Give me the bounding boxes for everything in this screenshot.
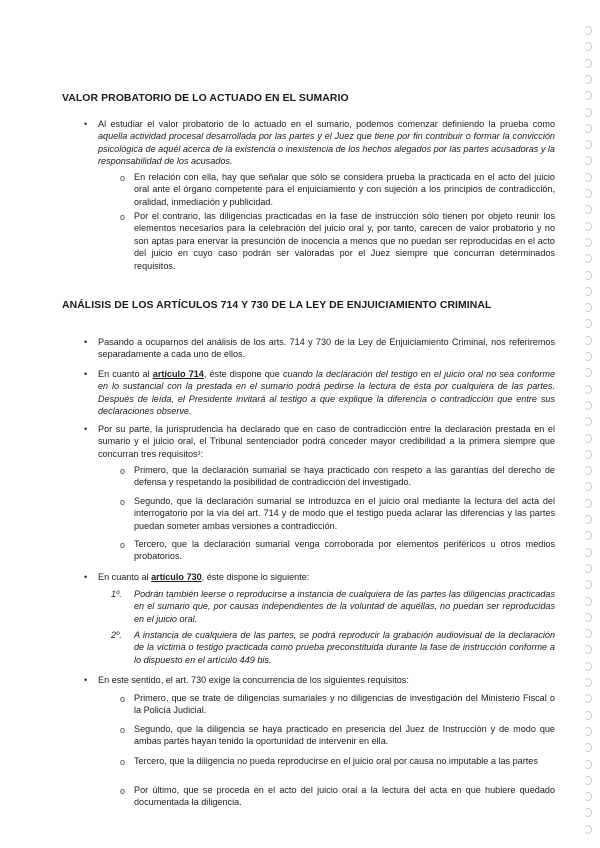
binding-ring <box>584 42 592 51</box>
paragraph-juicio-oral: En relación con ella, hay que señalar que sólo se considera prueba la practicada en el acto del juicio oral ante el órgano competente para el enjuiciamiento y con sujeción a los principios de contradicción, oralidad, inmediación y publicidad. <box>134 172 555 207</box>
sub-bullet-marker: o <box>120 786 126 796</box>
paragraph-articulo-730 <box>98 571 555 583</box>
binding-ring <box>584 564 592 573</box>
italic-article-714-text: cuando la declaración del testigo en el juicio oral no sea conforme en lo sustancial con la prestada en el sumario podrá pedirse la lectura de ésta por cualquiera de las partes. Después de leída, el Presidente invitará al testigo a que explique la diferencia o contradicción que entre sus declaraciones observe. <box>98 369 556 417</box>
binding-ring <box>584 124 592 133</box>
binding-ring <box>584 613 592 622</box>
paragraph-text: Al estudiar el valor probatorio de lo actuado en el sumario, podemos comenzar definiendo la prueba como <box>98 119 555 129</box>
italic-definition: aquella actividad procesal desarrollada por las partes y el Juez que tiene por fin contribuir o formar la convicción psicológica de aquél acerca de la existencia o inexistencia de los hechos alegados por las partes acusadoras y la responsabilidad de los acusados. <box>98 131 555 167</box>
binding-ring <box>584 597 592 606</box>
binding-ring <box>584 238 592 247</box>
binding-ring <box>584 189 592 198</box>
sub-bullet-marker: o <box>120 173 126 183</box>
binding-ring <box>584 385 592 394</box>
binding-ring <box>584 287 592 296</box>
numbered-item-label: 1º. <box>111 589 122 599</box>
italic-item-text: A instancia de cualquiera de las partes, se podrá reproducir la grabación audiovisual de la declaración de la víctima o testigo practicada como prueba preconstituida durante la fase de instrucción conforme a lo dispuesto en el artículo 449 bis. <box>134 630 555 665</box>
binding-ring <box>584 336 592 345</box>
sub-bullet-marker: o <box>120 466 126 476</box>
binding-ring <box>584 401 592 410</box>
paragraph-requisito-segundo: Segundo, que la declaración sumarial se introduzca en el juicio oral mediante la lectura del acta del interrogatorio por la vía del art. 714 y de modo que el testigo pueda aclarar las diferencias y las partes puedan someter ambas versiones a contradicción. <box>134 496 555 531</box>
binding-ring <box>584 319 592 328</box>
binding-ring <box>584 205 592 214</box>
binding-ring <box>584 75 592 84</box>
paragraph-text: , éste dispone lo siguiente: <box>201 572 310 582</box>
binding-ring <box>584 580 592 589</box>
binding-ring <box>584 173 592 182</box>
paragraph-730-tercero: Tercero, que la diligencia no pueda reproducirse en el juicio oral por causa no imputable a las partes <box>134 756 538 766</box>
paragraph-text: , éste dispone que <box>203 369 283 379</box>
paragraph-730-item-2 <box>134 629 555 666</box>
paragraph-730-primero: Primero, que se trate de diligencias sumariales y no diligencias de investigación del Ministerio Fiscal o la Policía Judicial. <box>134 693 555 716</box>
binding-ring <box>584 368 592 377</box>
paragraph-text: En cuanto al <box>98 369 153 379</box>
binding-ring <box>584 59 592 68</box>
paragraph-arts-intro: Pasando a ocuparnos del análisis de los arts. 714 y 730 de la Ley de Enjuiciamiento Criminal, nos referiremos separadamente a cada uno de ellos. <box>98 337 555 360</box>
sub-bullet-marker: o <box>120 694 126 704</box>
binding-ring <box>584 531 592 540</box>
binding-ring <box>584 678 592 687</box>
binding-ring <box>584 760 592 769</box>
section-heading-analisis: ANÁLISIS DE LOS ARTÍCULOS 714 Y 730 DE LA LEY DE ENJUICIAMIENTO CRIMINAL <box>62 300 492 311</box>
sub-bullet-marker: o <box>120 497 126 507</box>
sub-bullet-marker: o <box>120 757 126 767</box>
section-heading-valor-probatorio: VALOR PROBATORIO DE LO ACTUADO EN EL SUMARIO <box>62 93 349 104</box>
paragraph-instruccion: Por el contrario, las diligencias practicadas en la fase de instrucción sólo tienen por objeto reunir los elementos necesarios para la celebración del juicio oral y, por tanto, carecen de valor probatorio y no son aptas para enervar la presunción de inocencia a menos que no puedan ser reproducidas en el acto del juicio en cuyo caso podrán ser valoradas por el Juez siempre que concurran determinados requisitos. <box>134 211 555 271</box>
paragraph-articulo-714 <box>98 368 555 418</box>
binding-ring <box>584 26 592 35</box>
binding-ring <box>584 417 592 426</box>
binding-ring <box>584 108 592 117</box>
article-714-reference: artículo 714 <box>152 369 204 379</box>
binding-ring <box>584 792 592 801</box>
binding-ring <box>584 303 592 312</box>
binding-ring <box>584 662 592 671</box>
binding-ring <box>584 271 592 280</box>
binding-ring <box>584 548 592 557</box>
bullet-marker: • <box>84 369 88 379</box>
article-730-reference: artículo 730 <box>151 572 202 582</box>
binding-ring <box>584 450 592 459</box>
paragraph-730-ultimo: Por último, que se proceda en el acto del juicio oral a la lectura del acta en que hubiere quedado documentada la diligencia. <box>134 785 555 808</box>
numbered-item-label: 2º. <box>111 630 122 640</box>
paragraph-prueba-definition <box>98 118 555 168</box>
paragraph-text: En cuanto al <box>98 572 152 582</box>
binding-ring <box>584 156 592 165</box>
paragraph-requisito-tercero: Tercero, que la declaración sumarial venga corroborada por elementos periféricos u otros medios probatorios. <box>134 539 555 562</box>
bullet-marker: • <box>84 572 88 582</box>
binding-ring <box>584 222 592 231</box>
binding-ring <box>584 482 592 491</box>
paragraph-requisitos-730: En este sentido, el art. 730 exige la concurrencia de los siguientes requisitos: <box>98 675 409 685</box>
binding-ring <box>584 645 592 654</box>
binding-ring <box>584 434 592 443</box>
binding-ring <box>584 743 592 752</box>
binding-ring <box>584 727 592 736</box>
binding-ring <box>584 776 592 785</box>
bullet-marker: • <box>84 424 88 434</box>
binding-ring <box>584 352 592 361</box>
paragraph-730-segundo: Segundo, que la diligencia se haya practicado en presencia del Juez de Instrucción y de modo que ambas partes hayan tenido la oportunidad de intervenir en ella. <box>134 724 555 747</box>
sub-bullet-marker: o <box>120 540 126 550</box>
bullet-marker: • <box>84 337 88 347</box>
binding-ring <box>584 694 592 703</box>
binding-ring <box>584 499 592 508</box>
binding-ring <box>584 466 592 475</box>
paragraph-requisito-primero: Primero, que la declaración sumarial se haya practicado con respeto a las garantías del derecho de defensa y respetando la posibilidad de contradicción del investigado. <box>134 465 555 488</box>
binding-ring <box>584 711 592 720</box>
sub-bullet-marker: o <box>120 212 126 222</box>
spiral-binding <box>584 26 596 841</box>
binding-ring <box>584 808 592 817</box>
binding-ring <box>584 825 592 834</box>
binding-ring <box>584 140 592 149</box>
binding-ring <box>584 515 592 524</box>
binding-ring <box>584 254 592 263</box>
bullet-marker: • <box>84 119 88 129</box>
sub-bullet-marker: o <box>120 725 126 735</box>
bullet-marker: • <box>84 675 88 685</box>
binding-ring <box>584 629 592 638</box>
italic-item-text: Podrán también leerse o reproducirse a instancia de cualquiera de las partes las diligencias practicadas en el sumario que, por causas independientes de la voluntad de aquéllas, no puedan ser reproducidas en el juicio oral. <box>134 589 555 624</box>
binding-ring <box>584 91 592 100</box>
paragraph-jurisprudencia: Por su parte, la jurisprudencia ha declarado que en caso de contradicción entre la declaración prestada en el sumario y el juicio oral, el Tribunal sentenciador podrá conceder mayor credibilidad a la primera siempre que concurran tres requisitos¹: <box>98 424 555 459</box>
paragraph-730-item-1 <box>134 588 555 625</box>
